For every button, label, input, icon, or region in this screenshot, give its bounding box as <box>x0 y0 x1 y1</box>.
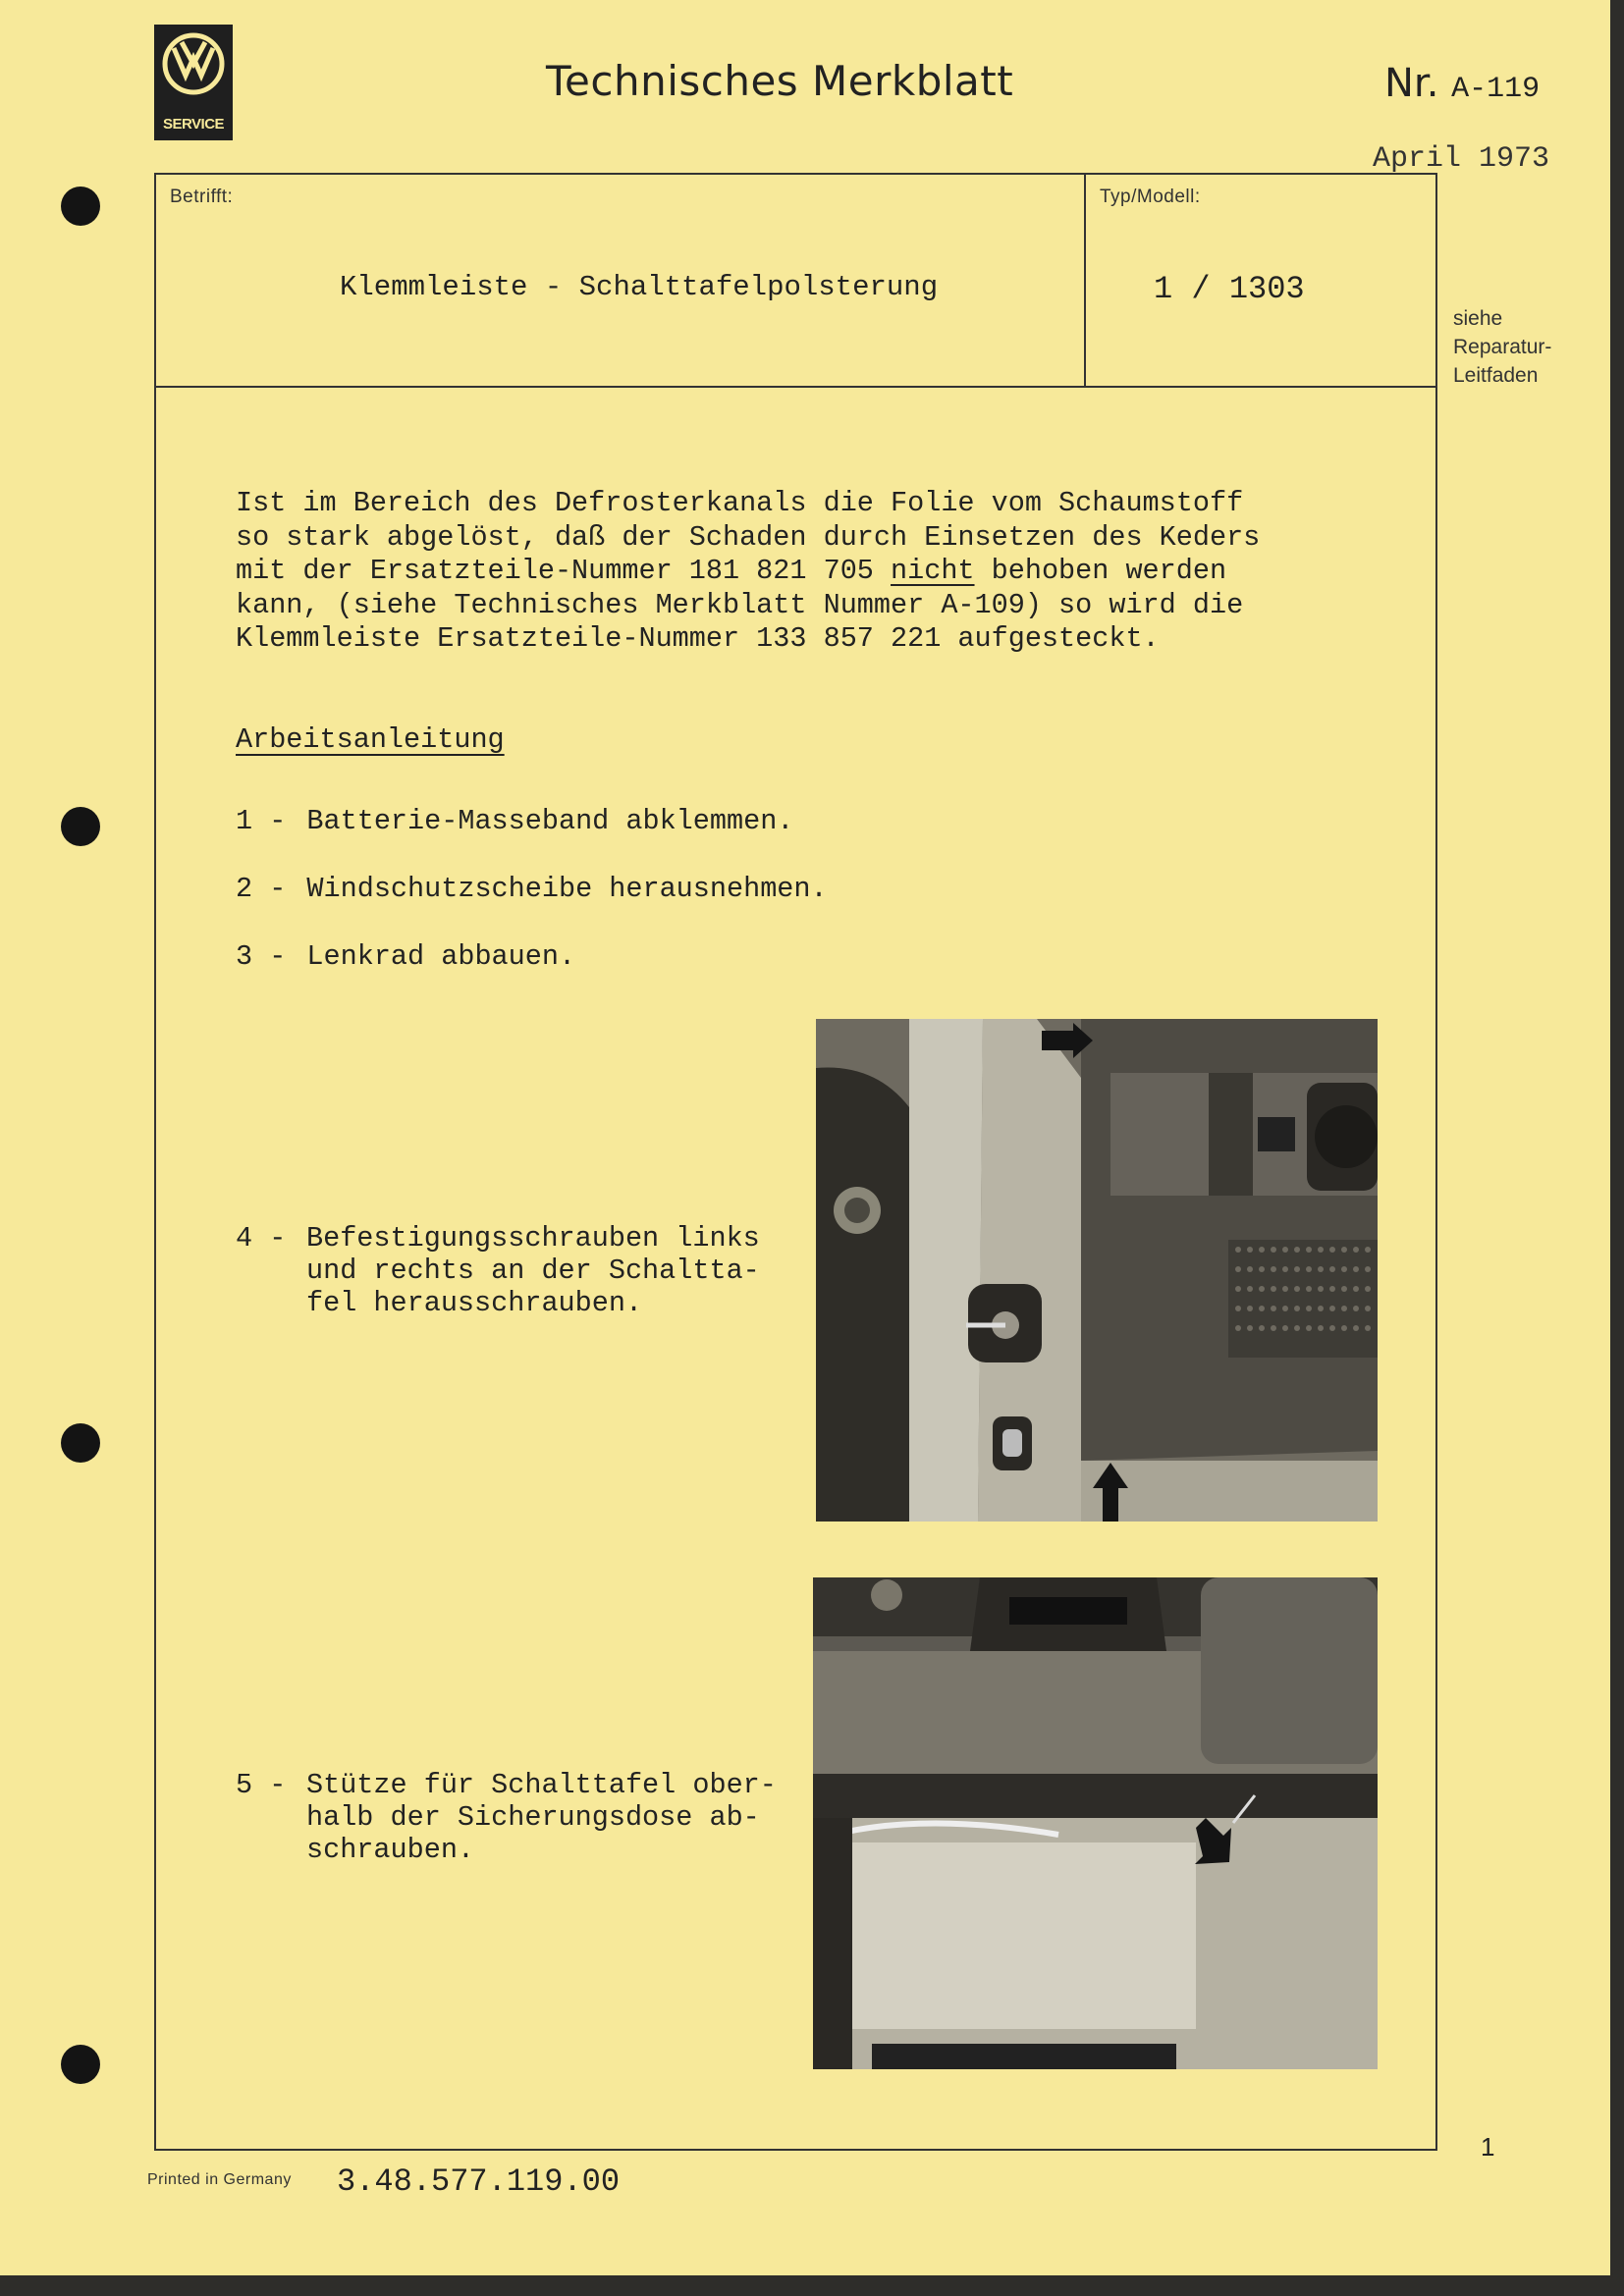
instructions-heading: Arbeitsanleitung <box>236 723 505 756</box>
photo-dashboard-screws <box>816 1019 1378 1522</box>
step-text: halb der Sicherungsdose ab- <box>306 1801 760 1834</box>
punch-hole <box>61 2045 100 2084</box>
intro-text: mit der Ersatzteile-Nummer 181 821 705 <box>236 555 892 587</box>
step-text: Windschutzscheibe herausnehmen. <box>306 873 828 905</box>
document-number-value: A-119 <box>1451 73 1541 106</box>
step-number: 4 - <box>236 1222 287 1255</box>
step-text: Befestigungsschrauben links <box>306 1222 760 1255</box>
step-number: 2 - <box>236 873 287 905</box>
subject-label: Betrifft: <box>170 187 234 207</box>
emphasis-nicht: nicht <box>891 555 975 587</box>
intro-text: behoben werden <box>974 555 1227 587</box>
info-table-divider <box>1084 173 1086 388</box>
step-number: 5 - <box>236 1769 287 1801</box>
step-text: fel herausschrauben. <box>306 1287 643 1319</box>
model-value: 1 / 1303 <box>1154 271 1305 307</box>
step-2 <box>236 873 828 905</box>
step-text: Stütze für Schalttafel ober- <box>306 1769 777 1801</box>
step-text: Lenkrad abbauen. <box>306 940 576 973</box>
punch-hole <box>61 1423 100 1463</box>
vw-service-logo <box>154 25 233 140</box>
step-5 <box>236 1769 777 1866</box>
vw-logo-icon <box>160 30 227 97</box>
intro-line: kann, (siehe Technisches Merkblatt Nummer A-109) so wird die <box>236 588 1244 621</box>
intro-line: Ist im Bereich des Defrosterkanals die Folie vom Schaumstoff <box>236 487 1244 519</box>
punch-hole <box>61 807 100 846</box>
step-number: 3 - <box>236 940 287 973</box>
side-note <box>1453 304 1551 390</box>
document-title: Technisches Merkblatt <box>546 57 1014 105</box>
step-1 <box>236 805 793 837</box>
step-text: schrauben. <box>306 1834 475 1866</box>
step-number: 1 - <box>236 805 287 837</box>
intro-line <box>236 555 1260 589</box>
logo-service-label: SERVICE <box>162 116 225 133</box>
print-code: 3.48.577.119.00 <box>337 2163 621 2200</box>
printed-in-germany: Printed in Germany <box>147 2171 292 2188</box>
intro-paragraph <box>236 487 1260 657</box>
step-3 <box>236 940 575 973</box>
step-text: Batterie-Masseband abklemmen. <box>306 805 794 837</box>
side-note-line: siehe <box>1453 307 1503 330</box>
subject-value: Klemmleiste - Schalttafelpolsterung <box>340 271 939 303</box>
intro-line: so stark abgelöst, daß der Schaden durch Einsetzen des Keders <box>236 520 1261 554</box>
step-text: und rechts an der Schaltta- <box>306 1255 760 1287</box>
intro-line: Klemmleiste Ersatzteile-Nummer 133 857 221 aufgesteckt. <box>236 622 1160 655</box>
page-number: 1 <box>1481 2132 1495 2162</box>
document-number-label: Nr. <box>1384 61 1439 106</box>
punch-hole <box>61 187 100 226</box>
side-note-line: Reparatur- <box>1453 336 1552 358</box>
model-label: Typ/Modell: <box>1100 187 1201 207</box>
document-date: April 1973 <box>1373 142 1550 176</box>
document-number <box>1384 61 1540 106</box>
side-note-line: Leitfaden <box>1453 364 1539 387</box>
step-4 <box>236 1222 760 1319</box>
photo-fuse-box-support <box>813 1577 1378 2069</box>
page-edge-shadow <box>1610 0 1624 2296</box>
page-edge-shadow-bottom <box>0 2275 1624 2296</box>
